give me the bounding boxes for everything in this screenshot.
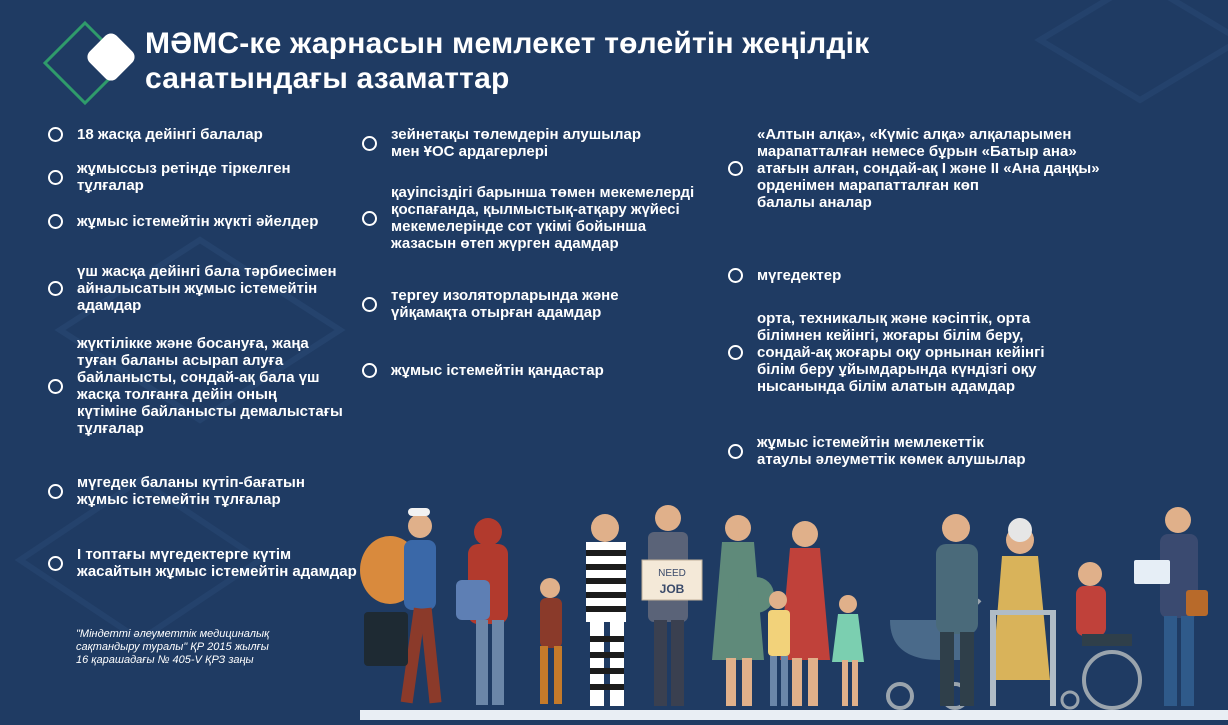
page-title — [145, 26, 869, 96]
list-item-text: жұмыс істемейтін жүкті әйелдер — [77, 213, 319, 230]
list-item-text: орта, техникалық және кәсіптік, орта білімнен кейінгі, жоғары білім беру, сондай-ақ жоғары оқу орнынан кейінгі білім беру ұйымдарында күндізгі оқу нысанында білім алатын адамдар — [757, 310, 1045, 395]
bullet-circle-icon — [728, 268, 743, 283]
list-item — [728, 267, 841, 284]
list-item — [728, 126, 1100, 211]
bullet-circle-icon — [48, 484, 63, 499]
bullet-circle-icon — [728, 444, 743, 459]
bullet-circle-icon — [728, 161, 743, 176]
list-item-text: I топтағы мүгедектерге күтім жасайтын жұмыс істемейтін адамдар — [77, 546, 357, 580]
bullet-circle-icon — [48, 170, 63, 185]
bullet-circle-icon — [48, 214, 63, 229]
sign-text-job: JOB — [659, 582, 685, 596]
list-item-text: жұмыс істемейтін мемлекеттік атаулы әлеуметтік көмек алушылар — [757, 434, 1026, 468]
traveler-figure — [360, 508, 442, 703]
bullet-circle-icon — [48, 127, 63, 142]
list-item-text: жұмыс істемейтін қандастар — [391, 362, 604, 379]
list-item — [362, 287, 619, 321]
list-item-text: тергеу изоляторларында және үйқамақта отырған адамдар — [391, 287, 619, 321]
list-item — [48, 213, 318, 230]
bullet-circle-icon — [48, 379, 63, 394]
bullet-circle-icon — [362, 363, 377, 378]
list-item-text: 18 жасқа дейінгі балалар — [77, 126, 263, 143]
grandmother-figure — [990, 518, 1056, 706]
list-item-text: жүктілікке және босануға, жаңа туған баланы асырап алуға байланысты, сондай-ақ бала үш жасқа толғанға дейін оның күтіміне байланысты демалыстағы тұлғалар — [77, 335, 343, 437]
title-line-2: санатындағы азаматтар — [145, 62, 510, 95]
list-item — [362, 126, 641, 160]
child-figure — [540, 578, 562, 704]
list-item-text: жұмыссыз ретінде тіркелген тұлғалар — [77, 160, 291, 194]
woman-figure — [456, 518, 508, 705]
list-item — [48, 263, 337, 314]
bullet-circle-icon — [728, 345, 743, 360]
wheelchair-user-figure — [1062, 562, 1140, 708]
prisoner-figure — [586, 514, 626, 706]
bullet-circle-icon — [362, 297, 377, 312]
law-citation: "Міндетті әлеуметтік медициналық сақтандыру туралы" ҚР 2015 жылғы 16 қарашадағы № 405-V ҚРЗ заңы — [76, 628, 270, 666]
list-item — [728, 310, 1045, 395]
list-item — [728, 434, 1026, 468]
people-illustration — [360, 500, 1228, 720]
list-item-text: мүгедек баланы күтіп-бағатын жұмыс істемейтін тұлғалар — [77, 474, 305, 508]
list-item — [48, 160, 291, 194]
unemployed-man-figure — [642, 505, 702, 706]
list-item — [48, 335, 343, 437]
list-item-text: мүгедектер — [757, 267, 842, 284]
mother-with-children-figure — [768, 521, 864, 706]
logo-diamond-icon — [40, 18, 150, 108]
bullet-circle-icon — [48, 556, 63, 571]
student-figure — [1134, 507, 1208, 706]
bullet-circle-icon — [362, 211, 377, 226]
list-item-text: қауіпсіздігі барынша төмен мекемелерді қоспағанда, қылмыстық-атқару жүйесі мекемелерінде сот үкімі бойынша жазасын өтеп жүрген адамдар — [391, 184, 695, 252]
pregnant-woman-figure — [712, 515, 774, 706]
list-item-text: үш жасқа дейінгі бала тәрбиесімен айналысатын жұмыс істемейтін адамдар — [77, 263, 337, 314]
title-line-1: МӘМС-ке жарнасын мемлекет төлейтін жеңілдік — [145, 27, 870, 60]
bullet-circle-icon — [362, 136, 377, 151]
list-item — [48, 126, 263, 143]
list-item-text: зейнетақы төлемдерін алушылар мен ҰОС ардагерлері — [391, 126, 642, 160]
sign-text-need: NEED — [658, 568, 686, 579]
list-item — [48, 546, 357, 580]
list-item — [48, 474, 305, 508]
list-item — [362, 184, 694, 252]
list-item — [362, 362, 604, 379]
bullet-circle-icon — [48, 281, 63, 296]
list-item-text: «Алтын алқа», «Күміс алқа» алқаларымен марапатталған немесе бұрын «Батыр ана» атағын алған, сондай-ақ I және II «Ана даңқы» орденімен марапатталған көп балалы аналар — [757, 126, 1100, 211]
grandfather-figure — [936, 514, 978, 706]
